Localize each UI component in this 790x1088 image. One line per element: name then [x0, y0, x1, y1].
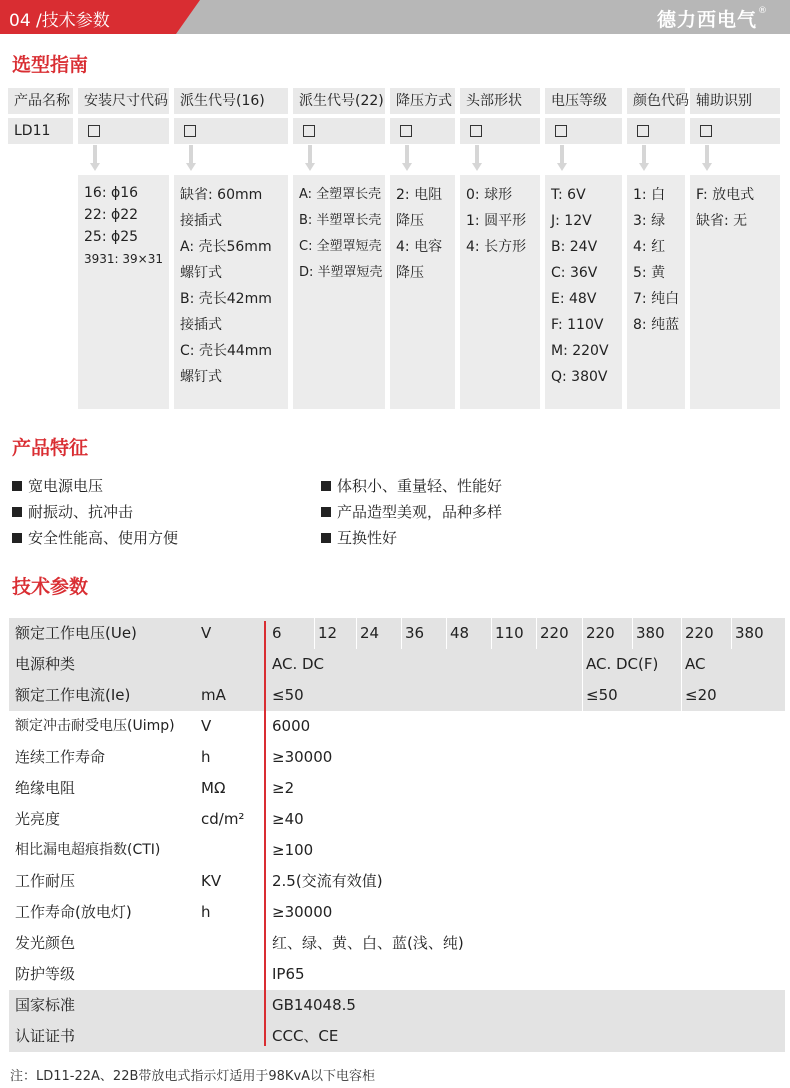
- cell-divider: [681, 649, 682, 680]
- feature-text: 互换性好: [337, 529, 398, 547]
- code-checkbox-cell[interactable]: [690, 118, 780, 144]
- section-title-guide: 选型指南: [12, 54, 89, 76]
- checkbox-icon[interactable]: [88, 125, 100, 137]
- param-name: 额定工作电压(Ue): [15, 624, 137, 642]
- param-value: AC. DC(F): [586, 655, 659, 673]
- voltage-value: 48: [450, 624, 470, 642]
- cell-divider: [356, 618, 357, 649]
- tech-row: [9, 1021, 785, 1052]
- bullet-icon: [12, 507, 22, 517]
- code-checkbox-cell[interactable]: [545, 118, 622, 144]
- feature-text: 体积小、重量轻、性能好: [337, 477, 503, 495]
- guide-option: T: 6V: [551, 187, 586, 203]
- guide-option: 5: 黄: [633, 265, 666, 281]
- param-name: 连续工作寿命: [15, 748, 106, 766]
- section-title-tech: 技术参数: [12, 576, 89, 598]
- feature-item: [321, 528, 397, 548]
- guide-option: 7: 纯白: [633, 291, 680, 307]
- guide-option: 4: 长方形: [466, 239, 527, 255]
- brand-name: 德力西电气: [656, 9, 757, 31]
- checkbox-icon[interactable]: [637, 125, 649, 137]
- code-checkbox-cell[interactable]: [174, 118, 288, 144]
- param-value: ≥100: [272, 841, 314, 859]
- guide-option: A: 全塑罩长壳: [299, 187, 382, 202]
- param-name: 工作耐压: [15, 872, 76, 890]
- guide-option: 1: 圆平形: [466, 213, 527, 229]
- code-checkbox-cell[interactable]: [390, 118, 455, 144]
- param-value: ≤50: [586, 686, 618, 704]
- bullet-icon: [321, 481, 331, 491]
- voltage-value: 36: [405, 624, 425, 642]
- table-red-divider: [264, 621, 266, 1046]
- voltage-value: 220: [586, 624, 615, 642]
- cell-divider: [731, 618, 732, 649]
- guide-option: 1: 白: [633, 187, 666, 203]
- guide-option: 螺钉式: [180, 369, 222, 385]
- tech-row: [9, 649, 785, 680]
- guide-options-box: [545, 175, 622, 409]
- code-checkbox-cell[interactable]: [460, 118, 540, 144]
- feature-item: [321, 476, 502, 496]
- guide-option: C: 全塑罩短壳: [299, 239, 382, 254]
- param-name: 防护等级: [15, 965, 76, 983]
- param-value: ≥30000: [272, 748, 333, 766]
- checkbox-icon[interactable]: [184, 125, 196, 137]
- param-value: ≥2: [272, 779, 295, 797]
- guide-option: 4: 红: [633, 239, 666, 255]
- bullet-icon: [321, 533, 331, 543]
- bullet-icon: [12, 533, 22, 543]
- checkbox-icon[interactable]: [303, 125, 315, 137]
- guide-option: 8: 纯蓝: [633, 317, 680, 333]
- feature-text: 耐振动、抗冲击: [28, 503, 134, 521]
- feature-text: 产品造型美观，品种多样: [337, 503, 503, 521]
- checkbox-icon[interactable]: [555, 125, 567, 137]
- param-unit: MΩ: [201, 779, 226, 797]
- tech-row: [9, 711, 785, 742]
- cell-divider: [582, 618, 583, 649]
- brand-logo: [657, 5, 768, 32]
- feature-text: 安全性能高、使用方便: [28, 529, 179, 547]
- voltage-value: 6: [272, 624, 282, 642]
- param-name: 发光颜色: [15, 934, 76, 952]
- guide-column-header: 派生代号(22): [293, 88, 385, 114]
- cell-divider: [491, 618, 492, 649]
- param-unit: mA: [201, 686, 226, 704]
- guide-options-box: [293, 175, 385, 409]
- guide-column-header: 电压等级: [545, 88, 622, 114]
- param-value: IP65: [272, 965, 305, 983]
- footnote: 注：LD11-22A、22B带放电式指示灯适用于98KvA以下电容柜: [10, 1069, 376, 1084]
- guide-option: D: 半塑罩短壳: [299, 265, 383, 280]
- page-header: [0, 0, 790, 34]
- guide-column-header: 产品名称: [8, 88, 73, 114]
- tech-row: [9, 928, 785, 959]
- param-value: ≥40: [272, 810, 304, 828]
- checkbox-icon[interactable]: [470, 125, 482, 137]
- guide-option: C: 36V: [551, 265, 598, 281]
- guide-column-header: 颜色代码: [627, 88, 685, 114]
- tech-row: [9, 773, 785, 804]
- guide-option: M: 220V: [551, 343, 609, 359]
- guide-option: 螺钉式: [180, 265, 222, 281]
- feature-item: [12, 528, 178, 548]
- guide-options-box: [174, 175, 288, 409]
- tech-row: [9, 680, 785, 711]
- voltage-value: 380: [636, 624, 665, 642]
- param-value: AC. DC: [272, 655, 325, 673]
- guide-options-box: [690, 175, 780, 409]
- guide-options-box: [627, 175, 685, 409]
- header-title: 04 /技术参数: [9, 11, 110, 31]
- guide-option: B: 壳长42mm: [180, 291, 272, 307]
- param-name: 电源种类: [15, 655, 76, 673]
- registered-mark: ®: [758, 5, 768, 16]
- guide-options-box: [460, 175, 540, 409]
- guide-option: B: 半塑罩长壳: [299, 213, 382, 228]
- guide-column-header: 头部形状: [460, 88, 540, 114]
- tech-row: [9, 618, 785, 649]
- param-name: 光亮度: [15, 810, 61, 828]
- section-title-features: 产品特征: [12, 437, 89, 459]
- param-name: 国家标准: [15, 996, 76, 1014]
- param-value: 2.5(交流有效值): [272, 872, 383, 890]
- guide-option: 3: 绿: [633, 213, 666, 229]
- guide-option: F: 放电式: [696, 187, 755, 203]
- guide-option: 缺省: 无: [696, 213, 748, 229]
- code-checkbox-cell[interactable]: [78, 118, 169, 144]
- guide-option: 降压: [396, 265, 424, 281]
- guide-option: 接插式: [180, 317, 222, 333]
- feature-text: 宽电源电压: [28, 477, 104, 495]
- param-value: AC: [685, 655, 706, 673]
- guide-column-header: 派生代号(16): [174, 88, 288, 114]
- guide-option: 缺省: 60mm: [180, 187, 263, 203]
- guide-option: 接插式: [180, 213, 222, 229]
- voltage-value: 24: [360, 624, 380, 642]
- param-name: 相比漏电超痕指数(CTI): [15, 842, 161, 858]
- guide-option: F: 110V: [551, 317, 604, 333]
- param-value: ≤50: [272, 686, 304, 704]
- guide-option: 降压: [396, 213, 424, 229]
- cell-divider: [446, 618, 447, 649]
- param-unit: KV: [201, 872, 222, 890]
- param-name: 绝缘电阻: [15, 779, 76, 797]
- guide-option: B: 24V: [551, 239, 598, 255]
- checkbox-icon[interactable]: [700, 125, 712, 137]
- tech-row: [9, 959, 785, 990]
- guide-option: 4: 电容: [396, 239, 443, 255]
- bullet-icon: [321, 507, 331, 517]
- tech-row: [9, 804, 785, 835]
- voltage-value: 220: [540, 624, 569, 642]
- feature-item: [321, 502, 502, 522]
- guide-option: E: 48V: [551, 291, 597, 307]
- tech-row: [9, 866, 785, 897]
- param-value: CCC、CE: [272, 1027, 339, 1045]
- bullet-icon: [12, 481, 22, 491]
- guide-option: 25: ϕ25: [84, 229, 139, 245]
- param-value: ≥30000: [272, 903, 333, 921]
- tech-row: [9, 897, 785, 928]
- param-value: 6000: [272, 717, 311, 735]
- guide-option: 3931: 39×31: [84, 252, 163, 266]
- param-name: 认证证书: [15, 1027, 76, 1045]
- guide-option: 22: ϕ22: [84, 207, 139, 223]
- guide-column-header: 安装尺寸代码: [78, 88, 169, 114]
- cell-divider: [314, 618, 315, 649]
- cell-divider: [681, 680, 682, 711]
- code-checkbox-cell[interactable]: [627, 118, 685, 144]
- cell-divider: [632, 618, 633, 649]
- guide-option: Q: 380V: [551, 369, 608, 385]
- tech-row: [9, 835, 785, 866]
- param-value: 红、绿、黄、白、蓝(浅、纯): [272, 934, 464, 952]
- param-unit: h: [201, 748, 211, 766]
- tech-row: [9, 990, 785, 1021]
- voltage-value: 110: [495, 624, 524, 642]
- cell-divider: [681, 618, 682, 649]
- guide-option: 0: 球形: [466, 187, 513, 203]
- guide-option: A: 壳长56mm: [180, 239, 272, 255]
- feature-item: [12, 502, 133, 522]
- tech-row: [9, 742, 785, 773]
- product-code: LD11: [8, 118, 73, 144]
- param-name: 额定冲击耐受电压(Uimp): [15, 718, 175, 734]
- param-value: GB14048.5: [272, 996, 356, 1014]
- cell-divider: [536, 618, 537, 649]
- code-checkbox-cell[interactable]: [293, 118, 385, 144]
- guide-option: C: 壳长44mm: [180, 343, 273, 359]
- guide-option: 16: ϕ16: [84, 185, 139, 201]
- guide-options-box: [390, 175, 455, 409]
- param-unit: V: [201, 717, 212, 735]
- param-name: 工作寿命(放电灯): [15, 903, 132, 921]
- guide-column-header: 辅助识别: [690, 88, 780, 114]
- voltage-value: 380: [735, 624, 764, 642]
- guide-option: 2: 电阻: [396, 187, 443, 203]
- guide-option: J: 12V: [551, 213, 592, 229]
- feature-item: [12, 476, 103, 496]
- cell-divider: [401, 618, 402, 649]
- param-unit: V: [201, 624, 212, 642]
- cell-divider: [582, 649, 583, 680]
- checkbox-icon[interactable]: [400, 125, 412, 137]
- voltage-value: 220: [685, 624, 714, 642]
- guide-column-header: 降压方式: [390, 88, 455, 114]
- param-unit: h: [201, 903, 211, 921]
- param-unit: cd/m²: [201, 810, 245, 828]
- param-name: 额定工作电流(Ie): [15, 686, 131, 704]
- cell-divider: [582, 680, 583, 711]
- voltage-value: 12: [318, 624, 338, 642]
- param-value: ≤20: [685, 686, 717, 704]
- guide-options-box: [78, 175, 169, 409]
